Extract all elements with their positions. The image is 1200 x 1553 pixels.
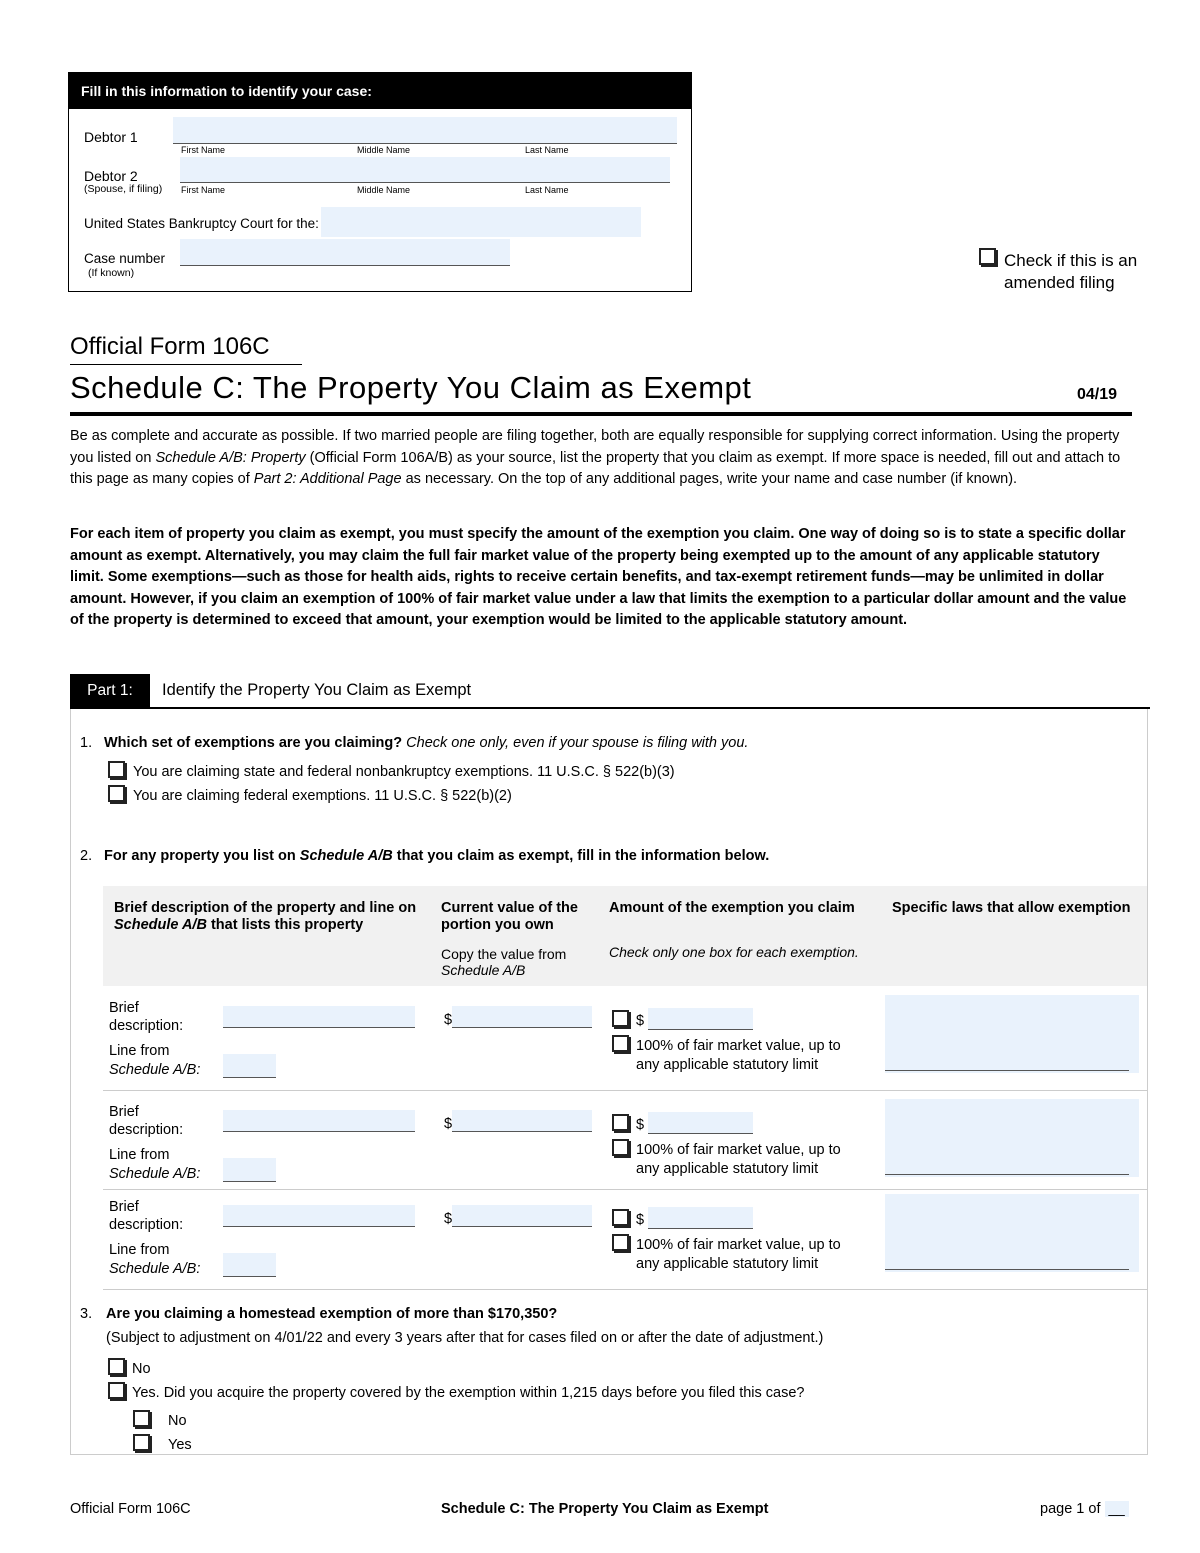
row1-separator [103,1090,1147,1091]
row2-amount-checkbox[interactable] [612,1114,629,1131]
form-revision: 04/19 [1077,386,1118,403]
col-description-header: Brief description of the property and line on Schedule A/B that lists this property [114,900,417,933]
row2-fmv-label-2: any applicable statutory limit [636,1161,819,1177]
row3-value-dollar: $ [444,1211,453,1227]
total-pages-field[interactable]: __ [1105,1501,1129,1517]
row1-amount-dollar: $ [636,1013,645,1029]
acquired-no-checkbox[interactable] [133,1410,150,1427]
footer-title: Schedule C: The Property You Claim as Exempt [441,1501,769,1517]
homestead-yes-checkbox[interactable] [108,1382,125,1399]
question-2-text: For any property you list on Schedule A/B that you claim as exempt, fill in the information below. [104,848,770,864]
row2-fmv-checkbox[interactable] [612,1139,629,1156]
state-exemptions-label: You are claiming state and federal nonbankruptcy exemptions. 11 U.S.C. § 522(b)(3) [133,764,675,780]
amended-filing-checkbox[interactable] [979,248,996,265]
question-3-subtext: (Subject to adjustment on 4/01/22 and every 3 years after that for cases filed on or after the date of adjustment.) [106,1330,824,1346]
col-current-value-subheader: Copy the value from Schedule A/B [441,946,567,978]
acquired-yes-label: Yes [168,1437,192,1453]
row3-line-field[interactable] [223,1253,276,1277]
row2-brief-label-1: Brief [109,1104,139,1120]
amended-filing-label-line2: amended filing [1004,273,1115,292]
row2-separator [103,1189,1147,1190]
row2-current-value-field[interactable] [452,1110,592,1132]
debtor2-last-name-label: Last Name [525,185,569,195]
debtor2-sub-label: (Spouse, if filing) [84,183,163,195]
row2-brief-label-2: description: [109,1122,184,1138]
row2-amount-dollar: $ [636,1117,645,1133]
amended-filing-label [1004,250,1137,294]
question-2-number: 2. [80,848,93,864]
row1-line-field[interactable] [223,1054,276,1078]
debtor1-label: Debtor 1 [84,129,138,145]
row3-amount-field[interactable] [648,1207,753,1229]
form-name: Official Form 106C [70,333,270,360]
row2-line-label-2: Schedule A/B: [109,1166,201,1182]
row1-fmv-checkbox[interactable] [612,1035,629,1052]
row3-line-label-2: Schedule A/B: [109,1261,201,1277]
exemption-instructions: For each item of property you claim as exempt, you must specify the amount of the exemption you claim. One way of doing so is to state a specific dollar amount as exempt. Alternatively, you may claim the full fair market value of the property being exempted up to the amount of any applicable statutory limit. Some exemptions—such as those for health aids, rights to receive certain benefits, and tax-exempt retirement funds—may be unlimited in dollar amount. However, if you claim an exemption of 100% of fair market value under a law that limits the exemption to a particular dollar amount and the value of the property is determined to exceed that amount, your exemption would be limited to the applicable statutory amount. [70,526,1127,628]
row1-line-label-2: Schedule A/B: [109,1062,201,1078]
question-1-instruction: Check one only, even if your spouse is filing with you. [406,735,749,751]
state-exemptions-checkbox[interactable] [108,761,125,778]
row2-value-dollar: $ [444,1116,453,1132]
part1-title: Identify the Property You Claim as Exempt [162,681,472,699]
acquired-no-label: No [168,1413,187,1429]
debtor2-middle-name-label: Middle Name [357,185,411,195]
homestead-no-checkbox[interactable] [108,1358,125,1375]
question-1-text: Which set of exemptions are you claiming? [104,735,403,751]
row3-current-value-field[interactable] [452,1205,592,1227]
row1-laws-field[interactable] [885,995,1139,1073]
row1-amount-checkbox[interactable] [612,1010,629,1027]
row3-fmv-label-1: 100% of fair market value, up to [636,1237,841,1253]
row3-laws-field[interactable] [885,1194,1139,1272]
row1-description-field[interactable] [223,1006,415,1028]
homestead-no-label: No [132,1361,151,1377]
debtor2-first-name-label: First Name [181,185,226,195]
federal-exemptions-checkbox[interactable] [108,785,125,802]
row2-laws-underline [885,1174,1129,1175]
row1-amount-field[interactable] [648,1008,753,1030]
row1-value-dollar: $ [444,1012,453,1028]
case-info-box [68,72,692,292]
homestead-yes-label: Yes. Did you acquire the property covered by the exemption within 1,215 days before you filed this case? [132,1385,805,1401]
row1-current-value-field[interactable] [452,1006,592,1028]
debtor1-first-name-label: First Name [181,145,226,155]
federal-exemptions-label: You are claiming federal exemptions. 11 U.S.C. § 522(b)(2) [133,788,512,804]
row3-amount-checkbox[interactable] [612,1209,629,1226]
row3-fmv-checkbox[interactable] [612,1234,629,1251]
row3-laws-underline [885,1269,1129,1270]
debtor2-name-field[interactable] [180,157,670,183]
row2-line-label-1: Line from [109,1147,170,1163]
debtor2-label: Debtor 2 [84,168,138,184]
row1-line-label-1: Line from [109,1043,170,1059]
row1-fmv-label-2: any applicable statutory limit [636,1057,819,1073]
row2-amount-field[interactable] [648,1112,753,1134]
row3-amount-dollar: $ [636,1212,645,1228]
row3-separator [103,1289,1147,1290]
debtor1-last-name-label: Last Name [525,145,569,155]
case-number-label: Case number [84,251,166,266]
page-title: Schedule C: The Property You Claim as Exempt [70,370,752,405]
footer-page-number: page 1 of __ [1040,1501,1129,1517]
title-rule [70,412,1132,416]
acquired-yes-checkbox[interactable] [133,1434,150,1451]
row1-brief-label-1: Brief [109,1000,139,1016]
court-label: United States Bankruptcy Court for the: [84,216,319,231]
row2-description-field[interactable] [223,1110,415,1132]
row1-laws-underline [885,1070,1129,1071]
row1-brief-label-2: description: [109,1018,184,1034]
question-3-number: 3. [80,1306,93,1322]
part1-label: Part 1: [70,674,150,708]
row2-line-field[interactable] [223,1158,276,1182]
amended-filing-label-line1: Check if this is an [1004,251,1138,270]
case-number-field[interactable] [180,239,510,266]
col-laws-header: Specific laws that allow exemption [892,900,1131,916]
intro-paragraph: Be as complete and accurate as possible. If two married people are filing together, both are equally responsible for supplying correct information. Using the property you listed on Schedule A/B: Property (Official Form 106A/B) as your source, list the property that you claim as exempt. If more space is needed, fill out and attach to this page as many copies of Part 2: Additional Page as necessary. On the top of any additional pages, write your name and case number (if known). [70,428,1121,487]
row2-laws-field[interactable] [885,1099,1139,1177]
row3-line-label-1: Line from [109,1242,170,1258]
row3-brief-label-1: Brief [109,1199,139,1215]
col-exemption-amount-header: Amount of the exemption you claim [609,900,855,916]
case-info-header: Fill in this information to identify your case: [69,73,691,109]
question-1-number: 1. [80,735,93,751]
debtor1-name-field[interactable] [173,117,677,144]
case-number-sub-label: (If known) [88,267,135,279]
row3-description-field[interactable] [223,1205,415,1227]
row3-brief-label-2: description: [109,1217,184,1233]
footer-form-name: Official Form 106C [70,1501,191,1517]
col-current-value-header: Current value of the portion you own [441,900,578,933]
debtor1-middle-name-label: Middle Name [357,145,411,155]
form-name-underline [70,364,302,365]
row1-fmv-label-1: 100% of fair market value, up to [636,1038,841,1054]
court-district-field[interactable] [321,207,641,237]
question-3-text: Are you claiming a homestead exemption of more than $170,350? [106,1306,558,1322]
row2-fmv-label-1: 100% of fair market value, up to [636,1142,841,1158]
row3-fmv-label-2: any applicable statutory limit [636,1256,819,1272]
col-exemption-amount-subheader: Check only one box for each exemption. [609,944,859,960]
